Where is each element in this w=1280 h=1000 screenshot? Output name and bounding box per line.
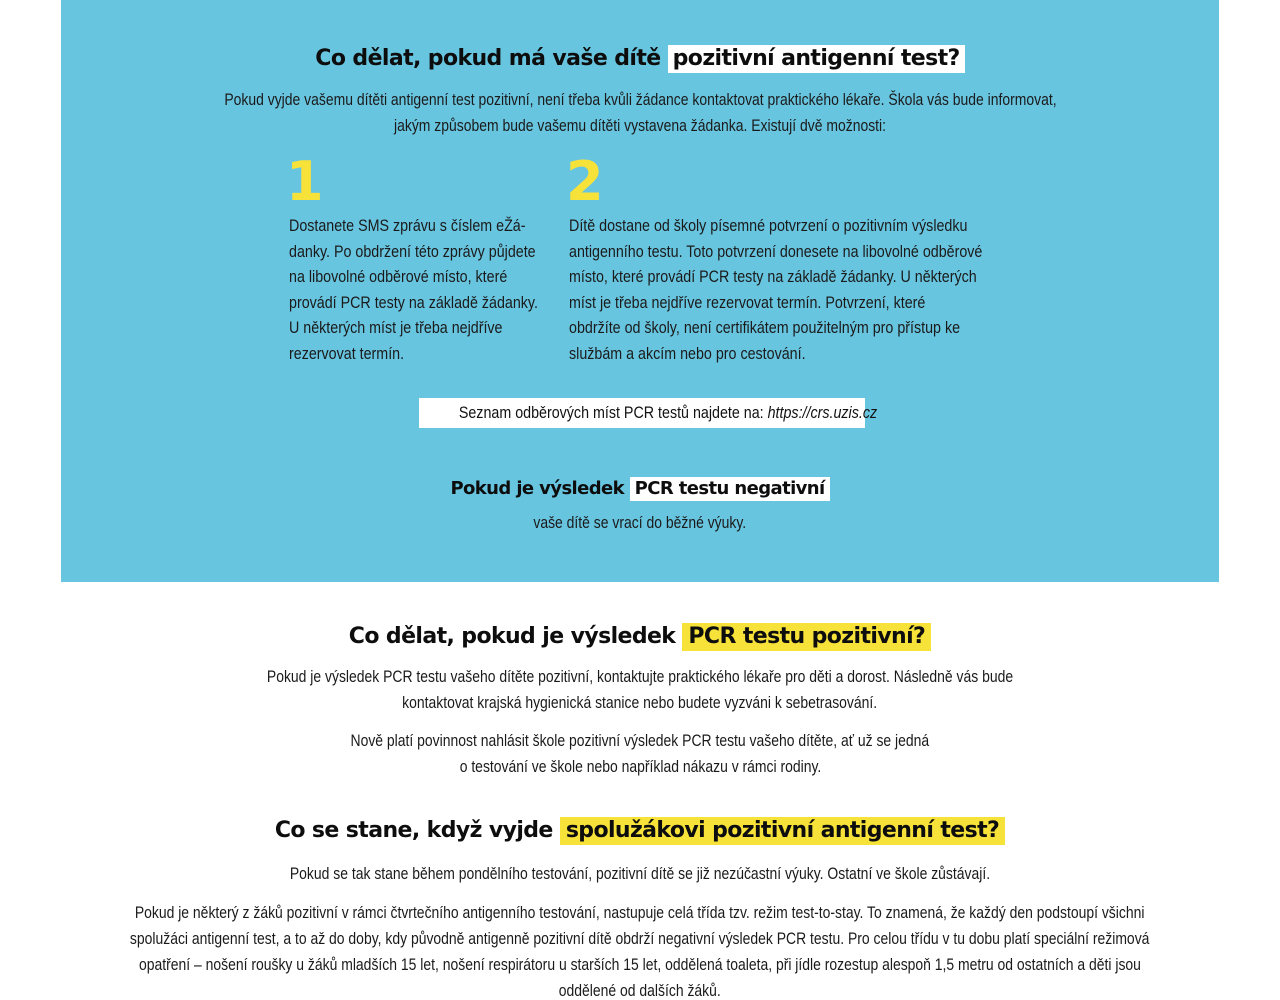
pcr-sites-link[interactable]: https://crs.uzis.cz: [767, 403, 878, 422]
intro-line: Pokud vyjde vašemu dítěti antigenní test pozitivní, není třeba kvůli žádance kontaktovat praktického lékaře. Škola vás bude informovat,: [223, 90, 1057, 109]
pcr-para-line: kontaktovat krajská hygienická stanice nebo budete vyzváni k sebetrasování.: [402, 693, 878, 712]
pcr-negative-heading-highlight: PCR testu negativní: [630, 477, 830, 501]
pcr-negative-heading-text: Pokud je výsledek: [450, 478, 624, 499]
classmate-para-line: opatření – nošení roušky u žáků mladších 15 let, nošení respirátoru u starších 15 let, oddělená toaleta, při jídle rozestup alespoň 1,5 metru od ostatních a děti jsou: [139, 955, 1141, 974]
negative-text-line: vaše dítě se vrací do běžné výuky.: [533, 513, 747, 532]
classmate-para-2: [0, 900, 1280, 1000]
pcr-negative-text: [0, 510, 1280, 536]
classmate-heading-text: Co se stane, když vyjde: [274, 818, 553, 843]
antigen-heading-highlight: pozitivní antigenní test?: [668, 45, 965, 73]
option-2-text: [569, 213, 1061, 367]
intro-line: jakým způsobem bude vašemu dítěti vystavena žádanka. Existují dvě možnosti:: [393, 116, 887, 135]
option-number-1: 1: [286, 150, 324, 213]
option-2-line: antigenního testu. Toto potvrzení donesete na libovolné odběrové: [569, 241, 983, 261]
pcr-positive-para-2: [0, 728, 1280, 780]
pcr-para-line: Pokud je výsledek PCR testu vašeho dítěte pozitivní, kontaktujte praktického lékaře pro děti a dorost. Následně vás bude: [266, 667, 1014, 686]
pcr-para-line: o testování ve škole nebo například nákazu v rámci rodiny.: [459, 757, 821, 776]
option-1-line: provádí PCR testy na základě žádanky.: [289, 292, 538, 312]
pcr-positive-heading: [0, 624, 1280, 649]
option-number-2: 2: [566, 150, 604, 213]
classmate-para-line: Pokud je některý z žáků pozitivní v rámci čtvrtečního antigenního testování, nastupuje celá třída tzv. režim test-to-stay. To znamená, že každý den podstoupí všichni: [135, 903, 1145, 922]
option-1-line: na libovolné odběrové místo, které: [289, 267, 508, 287]
classmate-para-line: spolužáci antigenní test, a to až do doby, kdy původně antigenně pozitivní dítě obdrží negativní výsledek PCR testu. Pro celou třídu v tu dobu platí speciální režimová: [130, 929, 1150, 948]
option-1-line: U některých míst je třeba nejdříve: [289, 318, 503, 338]
antigen-heading-text: Co dělat, pokud má vaše dítě: [315, 46, 661, 71]
classmate-positive-heading: [0, 818, 1280, 843]
pcr-positive-heading-text: Co dělat, pokud je výsledek: [348, 624, 676, 649]
option-1-line: danky. Po obdržení této zprávy půjdete: [289, 241, 536, 261]
classmate-para-line: Pokud se tak stane během pondělního testování, pozitivní dítě se již nezúčastní výuky. Ostatní ve škole zůstávají.: [289, 864, 991, 883]
option-2-line: míst je třeba nejdříve rezervovat termín. Potvrzení, které: [569, 292, 926, 312]
pcr-sites-label: Seznam odběrových míst PCR testů najdete na:: [458, 403, 764, 422]
classmate-para-line: oddělené od dalších žáků.: [558, 981, 721, 1000]
pcr-sites-link-box: [419, 398, 878, 428]
classmate-heading-highlight: spolužákovi pozitivní antigenní test?: [560, 817, 1005, 845]
antigen-positive-heading: [0, 46, 1280, 71]
option-2-line: obdržíte od školy, není certifikátem použitelným pro přístup ke: [569, 318, 961, 338]
option-1-line: Dostanete SMS zprávu s číslem eŽá-: [289, 216, 526, 235]
option-2-line: místo, které provádí PCR testy na základě žádanky. U některých: [569, 267, 977, 287]
option-2-line: službám a akcím nebo pro cestování.: [569, 343, 806, 363]
pcr-para-line: Nově platí povinnost nahlásit škole pozitivní výsledek PCR testu vašeho dítěte, ať už se jedná: [350, 731, 930, 750]
classmate-para-1: [0, 861, 1280, 887]
option-1-line: rezervovat termín.: [289, 343, 405, 363]
option-2-line: Dítě dostane od školy písemné potvrzení o pozitivním výsledku: [569, 216, 968, 235]
pcr-negative-heading: [0, 478, 1280, 499]
pcr-positive-heading-highlight: PCR testu pozitivní?: [682, 623, 931, 651]
pcr-positive-para-1: [0, 664, 1280, 716]
option-1-text: [289, 213, 585, 367]
antigen-intro-text: [0, 87, 1280, 139]
